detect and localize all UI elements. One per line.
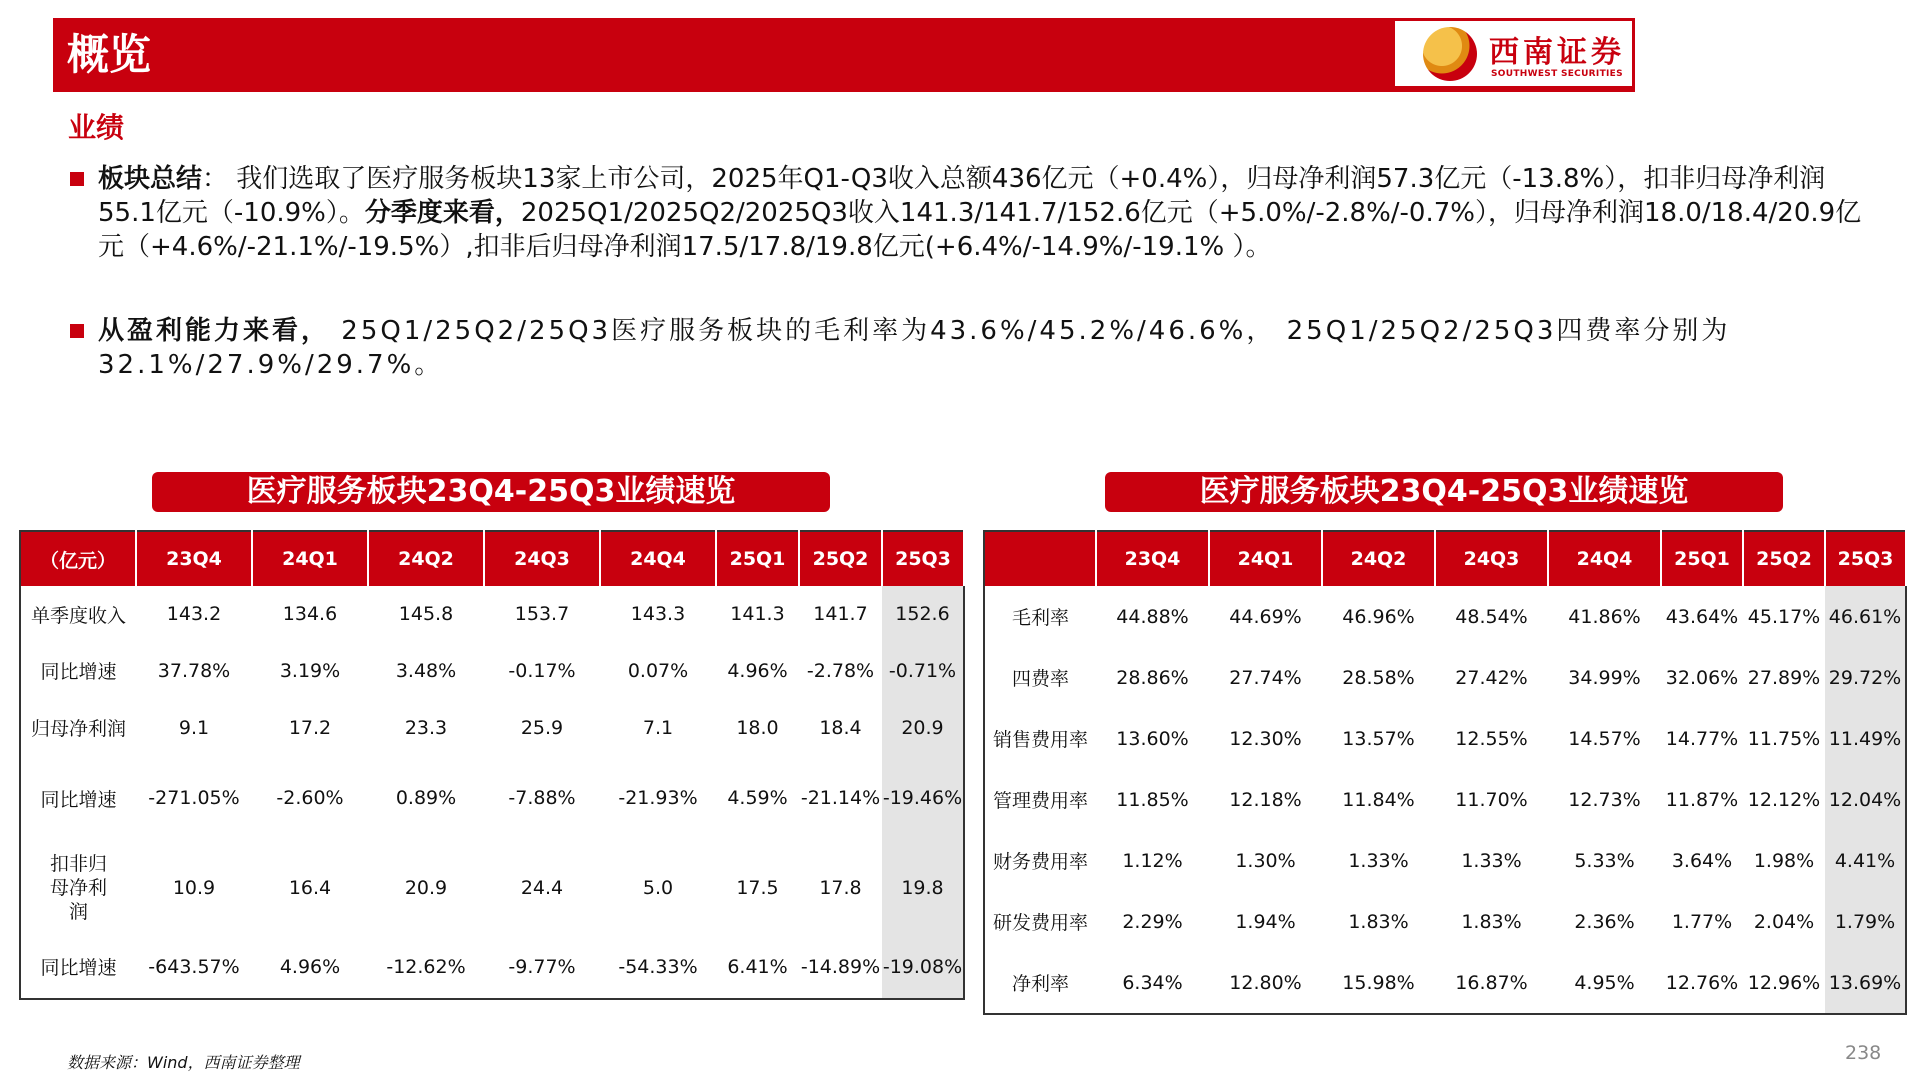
- table-cell: 1.30%: [1235, 849, 1296, 872]
- table-cell: 1.83%: [1348, 910, 1409, 933]
- table-cell: 12.55%: [1455, 727, 1528, 750]
- table-cell: 16.4: [288, 876, 332, 899]
- table-cell: 11.87%: [1665, 788, 1739, 811]
- table-row: [20, 642, 964, 699]
- table-cell: 5.33%: [1574, 849, 1635, 872]
- table-cell: 1.12%: [1122, 849, 1183, 872]
- table-cell: 11.70%: [1455, 788, 1528, 811]
- table-cell: 10.9: [172, 876, 216, 899]
- table-row: [20, 840, 964, 935]
- column-header-24q4: 24Q4: [600, 531, 716, 586]
- table-cell: 20.9: [882, 699, 964, 756]
- logo-name-cn: 西南证券: [1489, 35, 1625, 70]
- table-row: [984, 952, 1906, 1014]
- row-label: 财务费用率: [992, 851, 1088, 873]
- row-label: 归母净利润: [30, 718, 126, 740]
- column-header-unit: （亿元）: [20, 531, 136, 586]
- table-cell: 25.9: [520, 716, 564, 739]
- table-cell: -54.33%: [618, 955, 698, 978]
- table-cell: 1.94%: [1235, 910, 1296, 933]
- table-cell: 13.60%: [1116, 727, 1189, 750]
- table-cell: 7.1: [642, 716, 674, 739]
- table-cell: -19.46%: [882, 756, 964, 840]
- table-row: [20, 935, 964, 999]
- table-cell: 1.83%: [1461, 910, 1522, 933]
- table-cell: 27.89%: [1747, 666, 1821, 689]
- table-cell: -14.89%: [800, 955, 881, 978]
- page-number: 238: [1845, 1042, 1882, 1064]
- table-cell: 46.96%: [1342, 605, 1415, 628]
- column-header-24q3: 24Q3: [484, 531, 600, 586]
- table-cell: 11.49%: [1825, 708, 1906, 769]
- table-cell: 12.30%: [1229, 727, 1302, 750]
- table-cell: -2.60%: [276, 787, 344, 809]
- table-cell: 0.89%: [395, 787, 457, 809]
- table2-title: 医疗服务板块23Q4-25Q3业绩速览: [1105, 472, 1783, 512]
- table-cell: 12.96%: [1747, 971, 1821, 994]
- table-cell: -0.71%: [882, 642, 964, 699]
- table-cell: -21.14%: [800, 787, 881, 809]
- table-cell: 18.0: [736, 716, 779, 739]
- row-label: 管理费用率: [992, 790, 1088, 812]
- table-cell: 1.98%: [1753, 849, 1815, 872]
- row-label: 四费率: [1011, 668, 1069, 690]
- column-header-unit: [984, 531, 1096, 586]
- bullet-square-icon: [70, 172, 84, 186]
- table-cell: 6.41%: [727, 955, 788, 978]
- table1-body: [20, 586, 964, 999]
- table-cell: -271.05%: [148, 787, 240, 809]
- table-cell: 6.34%: [1122, 971, 1183, 994]
- table-row: [20, 756, 964, 840]
- table-cell: 1.79%: [1825, 891, 1906, 952]
- table-cell: 134.6: [282, 603, 338, 625]
- table-row: [20, 699, 964, 756]
- summary-body: 我们选取了医疗服务板块13家上市公司，2025年Q1-Q3收入总额436亿元（+0.4%），归母净利润57.3亿元（-13.8%），扣非归母净利润55.1亿元（-10.9%）。: [98, 164, 1826, 228]
- table-cell: 44.69%: [1229, 605, 1302, 628]
- column-header-24q2: 24Q2: [1322, 531, 1435, 586]
- table-cell: 16.87%: [1455, 971, 1528, 994]
- table1-header-row: [20, 531, 964, 586]
- profitability-lead: 从盈利能力来看，: [98, 316, 331, 346]
- table-cell: 17.5: [736, 876, 779, 899]
- row-label: 单季度收入: [30, 604, 126, 627]
- table-cell: 11.85%: [1116, 788, 1189, 811]
- table-cell: 13.57%: [1342, 727, 1415, 750]
- table-cell: 27.74%: [1229, 666, 1302, 689]
- table-cell: 143.3: [630, 603, 686, 625]
- table-row: [20, 586, 964, 642]
- column-header-23q4: 23Q4: [136, 531, 252, 586]
- column-header-25q3: 25Q3: [1825, 531, 1906, 586]
- table-cell: 12.12%: [1747, 788, 1821, 811]
- table-row: [984, 586, 1906, 647]
- table-row: [984, 769, 1906, 830]
- table-cell: 13.69%: [1825, 952, 1906, 1014]
- section-title: 业绩: [68, 111, 125, 144]
- table-cell: 15.98%: [1342, 971, 1415, 994]
- data-source-note: 数据来源：Wind，西南证券整理: [67, 1053, 300, 1072]
- table-cell: 141.7: [813, 603, 868, 625]
- row-label: 毛利率: [1011, 607, 1069, 629]
- column-header-25q1: 25Q1: [1661, 531, 1743, 586]
- table-cell: 41.86%: [1568, 605, 1641, 628]
- table-cell: 4.96%: [727, 659, 788, 682]
- table-cell: 12.18%: [1229, 788, 1302, 811]
- table-cell: 19.8: [882, 840, 964, 935]
- row-label: 销售费用率: [992, 729, 1088, 751]
- column-header-24q3: 24Q3: [1435, 531, 1548, 586]
- table-cell: 37.78%: [157, 659, 231, 682]
- row-label: 同比增速: [40, 957, 117, 979]
- table-cell: 23.3: [404, 716, 448, 739]
- table-cell: 14.57%: [1568, 727, 1641, 750]
- table-cell: 143.2: [166, 603, 222, 625]
- logo-name-en: SOUTHWEST SECURITIES: [1491, 69, 1623, 79]
- row-label: 同比增速: [40, 788, 117, 811]
- table2-header-row: [984, 531, 1906, 586]
- table-cell: 12.04%: [1825, 769, 1906, 830]
- table-cell: 44.88%: [1116, 605, 1189, 628]
- performance-table: [19, 530, 965, 1000]
- column-header-25q2: 25Q2: [1743, 531, 1825, 586]
- summary-lead-sep: ：: [202, 164, 229, 194]
- column-header-23q4: 23Q4: [1096, 531, 1209, 586]
- table-cell: 4.41%: [1825, 830, 1906, 891]
- table-cell: 20.9: [404, 876, 448, 899]
- table-cell: -2.78%: [806, 659, 875, 682]
- table-cell: 11.84%: [1342, 788, 1415, 811]
- table-cell: 152.6: [882, 586, 964, 642]
- bullet-square-icon: [70, 324, 84, 338]
- table-cell: 3.48%: [395, 659, 457, 682]
- table-cell: 32.06%: [1665, 666, 1739, 689]
- table-cell: 9.1: [178, 716, 210, 739]
- profitability-bullet: [70, 314, 1870, 382]
- table-row: [984, 708, 1906, 769]
- table-cell: 17.8: [819, 876, 862, 899]
- table-cell: 46.61%: [1825, 586, 1906, 647]
- column-header-24q1: 24Q1: [1209, 531, 1322, 586]
- table-cell: 28.86%: [1116, 666, 1189, 689]
- table-cell: 43.64%: [1665, 605, 1739, 628]
- table-cell: 45.17%: [1747, 605, 1821, 628]
- column-header-25q1: 25Q1: [716, 531, 799, 586]
- profitability-body: 25Q1/25Q2/25Q3医疗服务板块的毛利率为43.6%/45.2%/46.6%， 25Q1/25Q2/25Q3四费率分别为32.1%/27.9%/29.7%。: [98, 316, 1731, 380]
- table-cell: 14.77%: [1665, 727, 1739, 750]
- column-header-25q3: 25Q3: [882, 531, 964, 586]
- quarterly-lead: 分季度来看，: [364, 198, 521, 228]
- table2-body: [984, 586, 1906, 1014]
- row-label: 净利率: [1011, 973, 1069, 995]
- summary-bullet: [70, 162, 1870, 264]
- header-bar: [53, 18, 1635, 92]
- table-cell: 4.95%: [1574, 971, 1635, 994]
- table1-title: 医疗服务板块23Q4-25Q3业绩速览: [152, 472, 830, 512]
- table-cell: 3.64%: [1671, 849, 1733, 872]
- row-label: 扣非归母净利润: [49, 852, 107, 923]
- table-cell: 1.33%: [1461, 849, 1522, 872]
- table-cell: 12.76%: [1665, 971, 1739, 994]
- table-cell: -12.62%: [386, 955, 466, 978]
- row-label: 研发费用率: [992, 912, 1088, 934]
- page-title: 概览: [67, 30, 152, 79]
- row-label: 同比增速: [40, 661, 117, 683]
- table-cell: 2.36%: [1574, 910, 1635, 933]
- table-cell: 29.72%: [1825, 647, 1906, 708]
- table-cell: -21.93%: [618, 787, 698, 809]
- table-cell: 145.8: [398, 603, 454, 625]
- table-cell: 0.07%: [627, 659, 689, 682]
- table-cell: 3.19%: [279, 659, 341, 682]
- table-cell: 4.59%: [727, 787, 788, 809]
- table-cell: -7.88%: [508, 787, 576, 809]
- logo-emblem-icon: [1423, 27, 1477, 81]
- table-cell: 11.75%: [1747, 727, 1821, 750]
- company-logo: [1395, 18, 1635, 86]
- column-header-24q4: 24Q4: [1548, 531, 1661, 586]
- table-cell: 34.99%: [1568, 666, 1641, 689]
- quarterly-body: 2025Q1/2025Q2/2025Q3收入141.3/141.7/152.6亿元（+5.0%/-2.8%/-0.7%），归母净利润18.0/18.4/20.9亿元（+4.6%/-21.1%/-19.5%）,扣非后归母净利润17.5/17.8/19.8亿元(+6.4%/-14.9%/-19.1% ）。: [98, 198, 1862, 262]
- summary-text: [98, 162, 1870, 264]
- table-cell: -0.17%: [508, 659, 576, 682]
- table-cell: 24.4: [520, 876, 564, 899]
- table-cell: 48.54%: [1455, 605, 1528, 628]
- summary-lead: 板块总结: [98, 164, 203, 194]
- table-cell: 1.33%: [1348, 849, 1409, 872]
- ratio-table: [983, 530, 1907, 1015]
- table-row: [984, 830, 1906, 891]
- table-cell: 4.96%: [279, 955, 341, 978]
- table-cell: -19.08%: [882, 935, 964, 999]
- profitability-text: [98, 314, 1870, 382]
- table-cell: 5.0: [642, 876, 674, 899]
- table-cell: -643.57%: [148, 955, 240, 978]
- table-cell: 12.73%: [1568, 788, 1641, 811]
- table-cell: -9.77%: [508, 955, 576, 978]
- table-row: [984, 647, 1906, 708]
- table-row: [984, 891, 1906, 952]
- table-cell: 28.58%: [1342, 666, 1415, 689]
- column-header-25q2: 25Q2: [799, 531, 882, 586]
- table-cell: 2.04%: [1753, 910, 1815, 933]
- table-cell: 153.7: [514, 603, 570, 625]
- table-cell: 2.29%: [1122, 910, 1183, 933]
- column-header-24q2: 24Q2: [368, 531, 484, 586]
- column-header-24q1: 24Q1: [252, 531, 368, 586]
- table-cell: 141.3: [730, 603, 785, 625]
- table-cell: 17.2: [288, 716, 332, 739]
- table-cell: 12.80%: [1229, 971, 1302, 994]
- table-cell: 18.4: [819, 716, 862, 739]
- table-cell: 1.77%: [1671, 910, 1733, 933]
- table-cell: 27.42%: [1455, 666, 1528, 689]
